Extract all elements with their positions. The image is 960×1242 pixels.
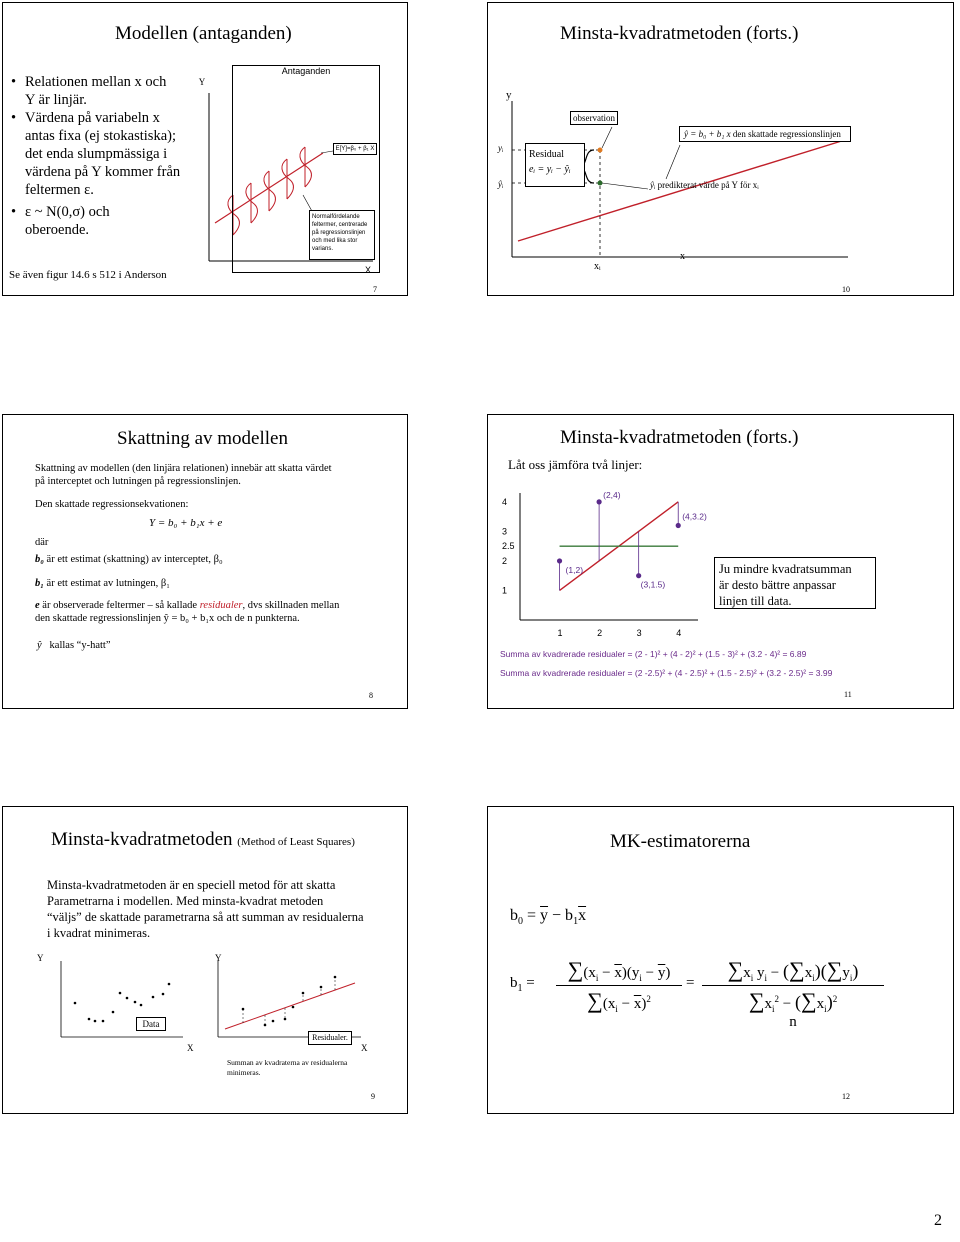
intro-text: Skattning av modellen (den linjära relationen) innebär att skatta värdet på interceptet och lutningen på regressionslinjen. — [35, 463, 332, 487]
point-label: (4,3.2) — [682, 511, 707, 522]
left-y-axis-label: Y — [37, 953, 44, 963]
point-label: (2,4) — [603, 489, 621, 500]
dar-label: där — [35, 537, 49, 548]
data-point — [636, 573, 641, 578]
sum-squares-line2: Summa av kvadrerade residualer = (2 -2.5)² + (4 - 2.5)² + (1.5 - 2.5)² + (3.2 - 2.5)² = 3.99 — [500, 668, 833, 678]
y-axis-label: Y — [196, 76, 208, 90]
yhat-i-label: ŷᵢ — [498, 179, 504, 189]
slide-model-assumptions — [2, 2, 408, 296]
slide-title: Skattning av modellen — [117, 428, 288, 449]
data-label: Data — [136, 1017, 166, 1031]
residual-equation: eᵢ = yᵢ − ŷᵢ — [529, 164, 571, 175]
observation-point — [598, 148, 603, 153]
y-tick-label: 3 — [502, 526, 508, 537]
xi-label: xᵢ — [594, 261, 601, 272]
predicted-point — [598, 181, 603, 186]
regression-equation: Y = b₀ + b₁x + e — [149, 517, 223, 529]
slide-title: Modellen (antaganden) — [115, 23, 292, 44]
point-label: (3,1.5) — [640, 579, 666, 590]
right-x-axis-label: X — [361, 1043, 368, 1053]
page-number: 7 — [373, 285, 377, 294]
conclusion-note: Ju mindre kvadratsumman är desto bättre anpassar linjen till data. — [714, 557, 876, 609]
slide-title: Minsta-kvadratmetoden (forts.) — [560, 23, 799, 44]
x-axis-label: X — [365, 265, 372, 275]
data-point — [557, 558, 562, 563]
normal-errors-note: Normalfördelande feltermer, centrerade på regressionslinjen och med lika stor varians. — [309, 210, 375, 260]
y-tick-label: 2.5 — [502, 541, 515, 552]
regression-line-label: ŷ = b₀ + b₁ x den skattade regressionslinjen — [679, 126, 851, 142]
method-text: Minsta-kvadratmetoden är en speciell metod för att skatta Parametrarna i modellen. Med minsta-kvadrat metoden “väljs” de skattade parametrarna så att summan av residualerna i kvadrat minimeras. — [47, 878, 364, 940]
y-tick-label: 1 — [502, 585, 508, 596]
reference-note: Se även figur 14.6 s 512 i Anderson — [9, 269, 167, 281]
b0-definition: b₀ är ett estimat (skattning) av interceptet, β₀ — [35, 554, 223, 565]
page-number: 8 — [369, 691, 373, 700]
slide-title: Minsta-kvadratmetoden (Method of Least Squares) — [51, 829, 355, 850]
equation-heading: Den skattade regressionsekvationen: — [35, 499, 189, 510]
residuals-label: Residualer. — [308, 1031, 352, 1045]
slide-ls-estimators: MK-estimatorerna $b_0 = \overline{y} - b_1\overline{x}$ $b_1$ = $\sum(x_i - \overline{x})(y_i - \overline{y})$ $\sum(x_i - \overline{x})^2$ = $\sum x_i$ $y_i - (\sum x_i)(\sum y_i)$ $\sum x_i^2 - (\sum x_i)^2$ n 12 — [487, 806, 954, 1114]
observation-label: observation — [570, 111, 618, 125]
point-label: (1,2) — [565, 564, 584, 575]
left-x-axis-label: X — [187, 1043, 194, 1053]
bullet-item: • ε ~ N(0,σ) och oberoende. — [11, 204, 110, 238]
residual-box — [525, 143, 585, 187]
predicted-value-label: ŷᵢ predikterat värde på Y för xᵢ — [650, 180, 759, 190]
y-axis-label: y — [506, 89, 512, 101]
data-points-right — [242, 976, 337, 1027]
slide-least-squares-residual — [487, 2, 954, 296]
residual-title: Residual — [529, 149, 564, 160]
x-axis-label: x — [680, 251, 685, 262]
slide-title: MK-estimatorerna — [610, 831, 751, 852]
data-point — [597, 499, 602, 504]
page-number: 11 — [844, 690, 852, 699]
data-point — [676, 523, 681, 528]
page-number: 9 — [371, 1092, 375, 1101]
b1-fraction-b: $\sum x_i$ $y_i - (\sum x_i)(\sum y_i)$ $\sum x_i^2 - (\sum x_i)^2$ n — [702, 957, 884, 1031]
figure-caption: Summan av kvadraterna av residualerna minimeras. — [227, 1058, 348, 1077]
y-tick-label: 2 — [502, 555, 508, 566]
b1-fraction-a: $\sum(x_i - \overline{x})(y_i - \overline{y})$ $\sum(x_i - \overline{x})^2$ — [556, 957, 682, 1014]
expected-value-label: E[Y]=β₀ + β₁ X — [333, 143, 377, 155]
x-tick-label: 1 — [557, 628, 563, 638]
box-title: Antaganden — [281, 66, 331, 76]
b1-definition: b₁ är ett estimat av lutningen, β₁ — [35, 578, 170, 589]
yhat-definition: ŷ kallas “y-hatt” — [37, 640, 111, 651]
slide-subtitle: Låt oss jämföra två linjer: — [508, 457, 643, 472]
slide-least-squares-method — [2, 806, 408, 1114]
x-tick-label: 3 — [636, 628, 642, 638]
e-definition: e är observerade feltermer – så kallade residualer, dvs skillnaden mellan den skattade regressionslinjen ŷ = b₀ + b₁x och de n punkterna. — [35, 600, 340, 624]
right-y-axis-label: Y — [215, 953, 222, 963]
sheet-page-number: 2 — [934, 1212, 942, 1229]
bullet-item: • Relationen mellan x och Y är linjär. — [11, 74, 167, 108]
slide-compare-lines — [487, 414, 954, 709]
sum-squares-line1: Summa av kvadrerade residualer = (2 - 1)² + (4 - 2)² + (1.5 - 3)² + (3.2 - 4)² = 6.89 — [500, 649, 807, 659]
slide-model-estimation — [2, 414, 408, 709]
slide-title: Minsta-kvadratmetoden (forts.) — [560, 427, 799, 448]
bullet-item: • Värdena på variabeln x antas fixa (ej stokastiska); det enda slumpmässiga i värdena på Y kommer från feltermen ε. — [11, 110, 181, 198]
page-number: 10 — [842, 285, 850, 294]
b0-formula: $b_0 = \overline{y} - b_1\overline{x}$ — [510, 907, 587, 928]
y-tick-label: 4 — [502, 496, 508, 507]
x-tick-label: 2 — [597, 628, 603, 638]
x-tick-label: 4 — [676, 628, 682, 638]
yi-label: yᵢ — [498, 143, 504, 153]
page-number: 12 — [842, 1092, 850, 1101]
